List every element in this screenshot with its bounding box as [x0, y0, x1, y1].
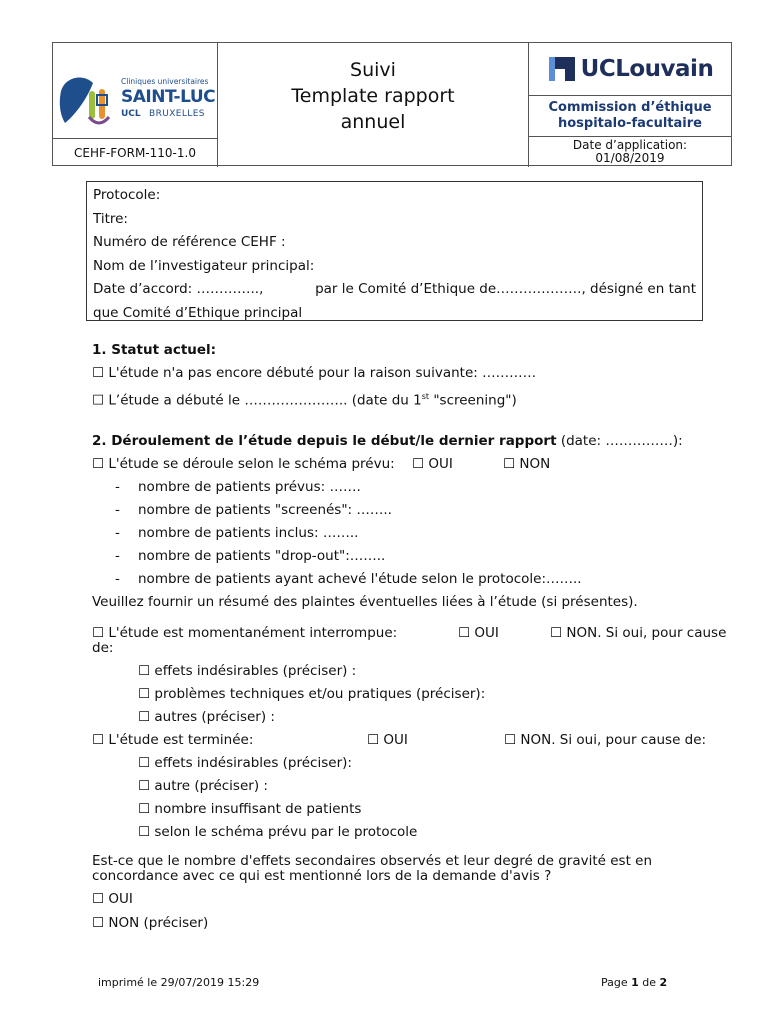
schema-non-checkbox[interactable]: ☐ NON — [503, 456, 551, 472]
interrompue-non-checkbox[interactable]: ☐ NON. Si oui, pour cause — [550, 625, 727, 641]
section-2-heading-suffix: (date: ……………): — [556, 433, 683, 449]
question-line-1: Est-ce que le nombre d'effets secondaires observés et leur degré de gravité est en — [92, 853, 653, 869]
interrompue-option[interactable]: ☐ problèmes techniques et/ou pratiques (préciser): — [138, 686, 486, 702]
schema-oui-checkbox[interactable]: ☐ OUI — [412, 456, 453, 472]
page-indicator — [601, 976, 667, 989]
list-item: nombre de patients "drop-out":…….. — [138, 548, 386, 564]
list-item: nombre de patients "screenés": …….. — [138, 502, 392, 518]
application-date-value: 01/08/2019 — [595, 150, 665, 165]
title-line-3: annuel — [340, 111, 406, 133]
list-dash: - — [115, 502, 120, 518]
uclouvain-wordmark: UCLouvain — [580, 56, 714, 82]
interrompue-option[interactable]: ☐ autres (préciser) : — [138, 709, 275, 725]
uclouvain-logo — [529, 43, 731, 95]
list-dash: - — [115, 571, 120, 587]
terminee-oui-checkbox[interactable]: ☐ OUI — [367, 732, 408, 748]
title-line-1: Suivi — [350, 59, 396, 81]
status-started-suffix: "screening") — [429, 392, 517, 409]
list-item: nombre de patients inclus: …….. — [138, 525, 359, 541]
printed-timestamp: imprimé le 29/07/2019 15:29 — [98, 976, 260, 989]
application-date — [529, 137, 731, 166]
date-accord-text-b: par le Comité d’Ethique de………………., désigné en tant — [315, 281, 696, 298]
logo-ucl-text: UCL — [121, 109, 141, 119]
terminee-option[interactable]: ☐ autre (préciser) : — [138, 778, 268, 794]
question-line-2: concordance avec ce qui est mentionné lors de la demande d'avis ? — [92, 868, 552, 884]
page-total: 2 — [659, 976, 668, 989]
list-dash: - — [115, 525, 120, 541]
status-started[interactable] — [92, 388, 517, 410]
saint-luc-logo — [53, 43, 217, 139]
commission-line-2: hospitalo-facultaire — [558, 116, 702, 131]
commission-name — [529, 95, 731, 137]
section-1-heading: 1. Statut actuel: — [92, 342, 217, 358]
numero-label: Numéro de référence CEHF : — [93, 234, 286, 251]
interrompue-de: de: — [92, 640, 114, 656]
terminee-non-checkbox[interactable]: ☐ NON. Si oui, pour cause de: — [504, 732, 707, 748]
superscript-st: st — [421, 392, 430, 401]
document-title — [218, 43, 529, 167]
list-item: nombre de patients prévus: ……. — [138, 479, 361, 495]
header-left-cell — [53, 43, 218, 167]
terminee-option[interactable]: ☐ effets indésirables (préciser): — [138, 755, 352, 771]
titre-label: Titre: — [93, 210, 128, 227]
date-accord-line — [93, 278, 696, 302]
interrompue-option[interactable]: ☐ effets indésirables (préciser) : — [138, 663, 357, 679]
section-2-heading — [92, 433, 683, 450]
terminee-checkbox[interactable]: ☐ L'étude est terminée: — [92, 732, 254, 748]
form-code: CEHF-FORM-110-1.0 — [74, 145, 196, 160]
terminee-option[interactable]: ☐ selon le schéma prévu par le protocole — [138, 824, 418, 840]
status-not-started[interactable]: ☐ L'étude n'a pas encore débuté pour la raison suivante: ………… — [92, 365, 537, 381]
interrompue-oui-checkbox[interactable]: ☐ OUI — [458, 625, 499, 641]
protocol-info-box — [86, 181, 703, 321]
list-dash: - — [115, 548, 120, 564]
terminee-option[interactable]: ☐ nombre insuffisant de patients — [138, 801, 362, 817]
page-de: de — [638, 976, 660, 989]
que-comite-line: que Comité d’Ethique principal — [93, 304, 303, 321]
document-header — [52, 42, 732, 166]
header-right-cell — [529, 43, 731, 167]
date-accord-text-a: Date d’accord: ………….., — [93, 281, 264, 298]
status-started-text: ☐ L’étude a débuté le ………………….. (date du 1 — [92, 392, 422, 409]
investigateur-label: Nom de l’investigateur principal: — [93, 257, 315, 274]
page-label: Page — [601, 976, 632, 989]
title-line-2: Template rapport — [291, 85, 455, 107]
application-date-label: Date d’application: — [572, 137, 688, 152]
list-dash: - — [115, 479, 120, 495]
schema-checkbox[interactable]: ☐ L'étude se déroule selon le schéma prévu: — [92, 456, 395, 472]
logo-small-text: Cliniques universitaires — [121, 77, 209, 86]
interrompue-checkbox[interactable]: ☐ L'étude est momentanément interrompue: — [92, 625, 398, 641]
commission-line-1: Commission d’éthique — [548, 100, 712, 115]
logo-city-text: BRUXELLES — [149, 109, 205, 119]
resume-instruction: Veuillez fournir un résumé des plaintes éventuelles liées à l’étude (si présentes). — [92, 594, 638, 610]
uclouvain-logo-mark — [547, 55, 577, 83]
logo-big-text: SAINT-LUC — [121, 87, 216, 107]
list-item: nombre de patients ayant achevé l'étude selon le protocole:…….. — [138, 571, 582, 587]
answer-oui-checkbox[interactable]: ☐ OUI — [92, 891, 133, 907]
page-number: 1 — [631, 976, 639, 989]
answer-non-checkbox[interactable]: ☐ NON (préciser) — [92, 915, 209, 931]
section-2-heading-text: 2. Déroulement de l’étude depuis le début/le dernier rapport — [92, 433, 557, 449]
protocole-label: Protocole: — [93, 187, 161, 203]
